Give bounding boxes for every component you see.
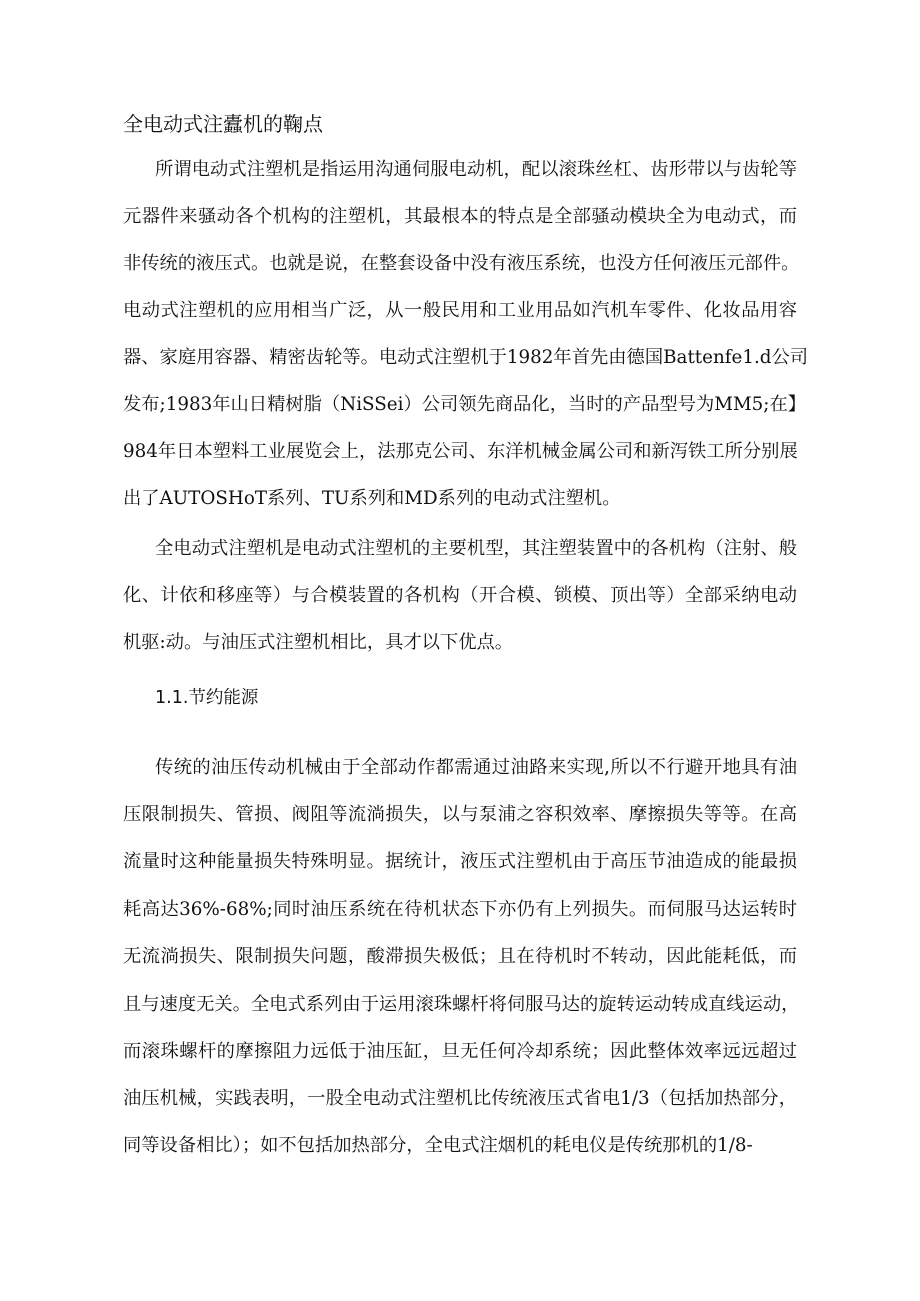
- paragraph-line: 耗高达36%-68%;同时油压系统在待机状态下亦仍有上列损失。而伺服马达运转时: [123, 899, 797, 920]
- paragraph-line: 传统的油压传动机械由于全部动作都需通过油路来实现,所以不行避开地具有油: [155, 757, 797, 778]
- paragraph-line: 无流淌损失、限制损失问题，酸滞损失极低；且在待机时不转动，因此能耗低，而: [123, 946, 797, 967]
- paragraph-line: 全电动式注塑机是电动式注塑机的主要机型，其注塑装置中的各机构（注射、般: [155, 538, 797, 559]
- paragraph-line: 油压机械，实践表明，一股全电动式注塑机比传统液压式省电1/3（包括加热部分，: [123, 1088, 797, 1109]
- document-heading: 全电动式注蠹机的鞠点: [123, 112, 323, 136]
- paragraph-line: 器、家庭用容器、精密齿轮等。电动式注塑机于1982年首先由德国Battenfe1.d公司: [123, 347, 809, 368]
- paragraph-line: 且与速度无关。全电式系列由于运用滚珠螺杆将伺服马达的旋转运动转成直线运动，: [123, 994, 800, 1015]
- paragraph-line: 发布;1983年山日精树脂（NiSSei）公司领先商品化，当时的产品型号为MM5;在】: [123, 394, 807, 415]
- paragraph-line: 出了AUTOSHoT系列、TU系列和MD系列的电动式注塑机。: [123, 488, 621, 509]
- paragraph-line: 元器件来骚动各个机构的注塑机，其最根本的特点是全部骚动模块全为电动式，而: [123, 206, 797, 227]
- paragraph-line: 非传统的液压式。也就是说，在整套设备中没有液压系统，也没方任何液压元部件。: [123, 253, 800, 274]
- paragraph-line: 984年日本塑料工业展览会上，法那克公司、东洋机械金属公司和新泻铁工所分别展: [123, 441, 798, 462]
- paragraph-line: 机驱:动。与油压式注塑机相比，具才以下优点。: [123, 632, 514, 653]
- section-subheading: 1.1.节约能源: [155, 688, 259, 708]
- paragraph-line: 同等设备相比）；如不包括加热部分，全电式注烟机的耗电仪是传统那机的1/8-: [123, 1135, 753, 1156]
- paragraph-line: 压限制损失、管损、阀阻等流淌损失，以与泵浦之容积效率、摩擦损失等等。在高: [123, 804, 797, 825]
- paragraph-line: 所谓电动式注塑机是指运用沟通伺服电动机，配以滚珠丝杠、齿形带以与齿轮等: [155, 159, 797, 180]
- paragraph-line: 流量时这种能量损失特殊明显。据统计，液压式注塑机由于高压节油造成的能最损: [123, 851, 797, 872]
- paragraph-line: 而滚珠螺杆的摩擦阻力远低于油压缸，旦无任何冷却系统；因此整体效率远远超过: [123, 1041, 797, 1062]
- paragraph-line: 电动式注塑机的应用相当广泛，从一般民用和工业用品如汽机车零件、化妆品用容: [123, 300, 797, 321]
- paragraph-line: 化、计依和移座等）与合模装置的各机构（开合模、锁模、顶出等）全部采纳电动: [123, 585, 797, 606]
